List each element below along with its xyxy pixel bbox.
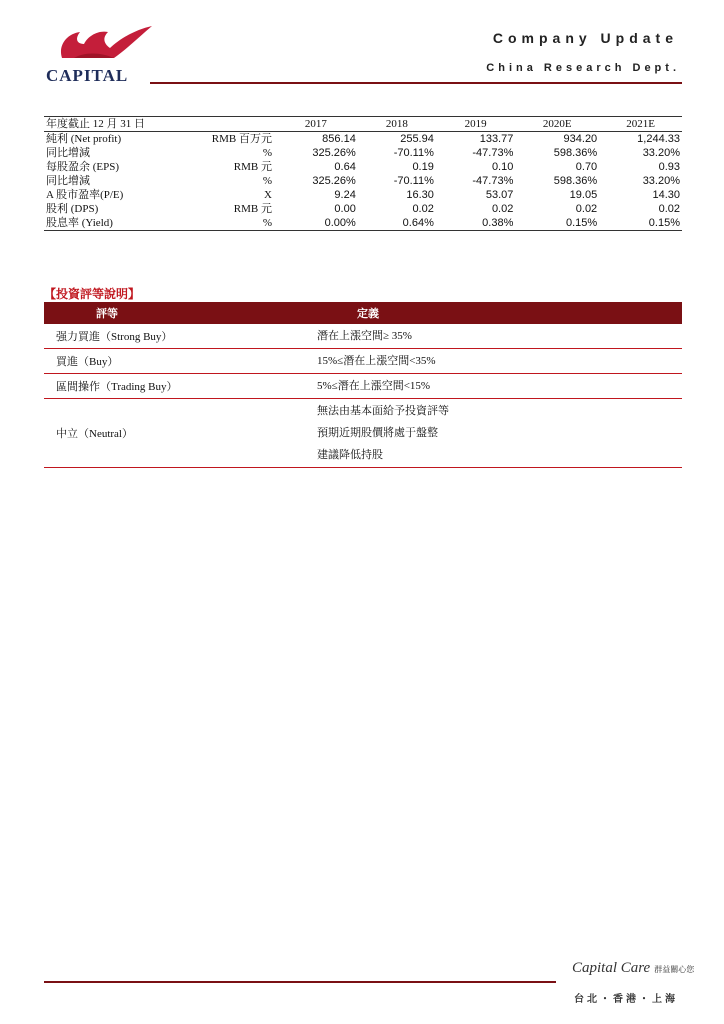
eagle-logo-icon — [44, 22, 156, 70]
footer-brand — [572, 960, 694, 977]
row-label: 股息率 (Yield) — [44, 216, 198, 231]
table-row — [44, 132, 682, 147]
table-cell: 0.93 — [658, 161, 680, 173]
rating-definition-table — [44, 302, 682, 468]
row-unit: RMB 百万元 — [211, 133, 272, 145]
header-divider — [150, 82, 682, 84]
row-label: A 股市盈率(P/E) — [46, 189, 124, 201]
column-header: 2017 — [274, 117, 358, 132]
table-row — [44, 160, 682, 174]
brand-script: Capital Care — [572, 960, 651, 976]
row-label: 同比增減 — [46, 175, 90, 187]
table-row — [44, 188, 682, 202]
table-cell: 53.07 — [485, 189, 514, 201]
column-header — [198, 117, 274, 132]
table-cell: 0.10 — [491, 161, 514, 173]
company-logo — [44, 22, 156, 86]
table-cell: 255.94 — [400, 133, 434, 145]
table-cell: 0.15% — [515, 216, 599, 231]
table-cell: 598.36% — [553, 175, 598, 187]
definition-line: 潛在上漲空間≥ 35% — [317, 330, 412, 342]
table-cell: -47.73% — [472, 147, 514, 159]
rating-definition — [307, 349, 682, 374]
rating-name: 買進（Buy） — [44, 349, 307, 374]
definition-line: 5%≤潛在上漲空間<15% — [317, 380, 431, 392]
column-header: 2020E — [515, 117, 599, 132]
table-cell: 0.02 — [658, 203, 680, 215]
row-label: 純利 (Net profit) — [46, 133, 122, 145]
table-cell: 0.64% — [358, 216, 436, 231]
definition-line: 預期近期股價將處于盤整 — [317, 427, 438, 439]
rating-definition — [307, 374, 682, 399]
table-cell: 16.30 — [406, 189, 434, 201]
table-cell: 0.02 — [412, 203, 434, 215]
row-unit: % — [262, 175, 272, 187]
table-cell: -70.11% — [393, 147, 434, 159]
row-unit: % — [262, 147, 272, 159]
table-cell: 856.14 — [322, 133, 356, 145]
table-row — [44, 216, 682, 231]
table-row — [44, 146, 682, 160]
rating-name: 區間操作（Trading Buy） — [44, 374, 307, 399]
table-cell: 325.26% — [312, 147, 356, 159]
table-row — [44, 202, 682, 216]
financial-summary-table — [44, 116, 682, 231]
column-header: 2018 — [358, 117, 436, 132]
table-cell: 0.00 — [334, 203, 356, 215]
brand-chinese: 群益關心您 — [654, 965, 695, 974]
rating-definition — [307, 399, 682, 468]
table-cell: 0.15% — [599, 216, 682, 231]
table-cell: 0.00% — [274, 216, 358, 231]
footer-cities: 台北・香港・上海 — [574, 994, 678, 1005]
rating-section-heading: 【投資評等說明】 — [44, 287, 141, 301]
rating-name: 中立（Neutral） — [44, 399, 307, 468]
table-cell: 0.19 — [412, 161, 434, 173]
row-unit: RMB 元 — [233, 161, 272, 173]
table-cell: 133.77 — [479, 133, 514, 145]
row-label: 同比增減 — [46, 147, 90, 159]
table-row — [44, 349, 682, 374]
table-cell: 0.64 — [334, 161, 356, 173]
definition-line: 建議降低持股 — [317, 449, 383, 461]
footer-divider — [44, 981, 556, 983]
table-cell: 598.36% — [553, 147, 598, 159]
table-cell: 325.26% — [312, 175, 356, 187]
table-row — [44, 374, 682, 399]
row-label: 每股盈余 (EPS) — [46, 161, 120, 173]
definition-line: 無法由基本面給予投資評等 — [317, 405, 449, 417]
table-cell: 19.05 — [569, 189, 598, 201]
rating-header-row — [44, 302, 682, 324]
column-header-definition: 定義 — [307, 302, 682, 324]
table-cell: 934.20 — [563, 133, 598, 145]
row-unit: X — [264, 189, 272, 201]
column-header: 2021E — [599, 117, 682, 132]
column-header-rating: 評等 — [44, 302, 307, 324]
table-cell: -47.73% — [472, 175, 514, 187]
table-cell: 33.20% — [642, 175, 680, 187]
table-row — [44, 174, 682, 188]
table-row — [44, 399, 682, 468]
table-row — [44, 324, 682, 349]
table-cell: 33.20% — [642, 147, 680, 159]
report-type-title: Company Update — [492, 30, 678, 46]
table-cell: -70.11% — [393, 175, 434, 187]
column-header: 年度截止 12 月 31 日 — [44, 117, 198, 132]
table-cell: 0.02 — [491, 203, 514, 215]
department-label: China Research Dept. — [486, 62, 680, 74]
rating-name: 强力買進（Strong Buy） — [44, 324, 307, 349]
table-cell: 0.02 — [575, 203, 598, 215]
row-unit: RMB 元 — [233, 203, 272, 215]
logo-text: CAPITAL — [46, 66, 129, 85]
table-cell: 9.24 — [334, 189, 356, 201]
definition-line: 15%≤潛在上漲空間<35% — [317, 355, 436, 367]
table-cell: 14.30 — [652, 189, 680, 201]
column-header: 2019 — [436, 117, 516, 132]
rating-definition — [307, 324, 682, 349]
row-label: 股利 (DPS) — [46, 203, 99, 215]
table-cell: 0.38% — [436, 216, 516, 231]
row-unit: % — [198, 216, 274, 231]
table-header-row — [44, 117, 682, 132]
table-cell: 0.70 — [575, 161, 598, 173]
table-cell: 1,244.33 — [637, 133, 680, 145]
